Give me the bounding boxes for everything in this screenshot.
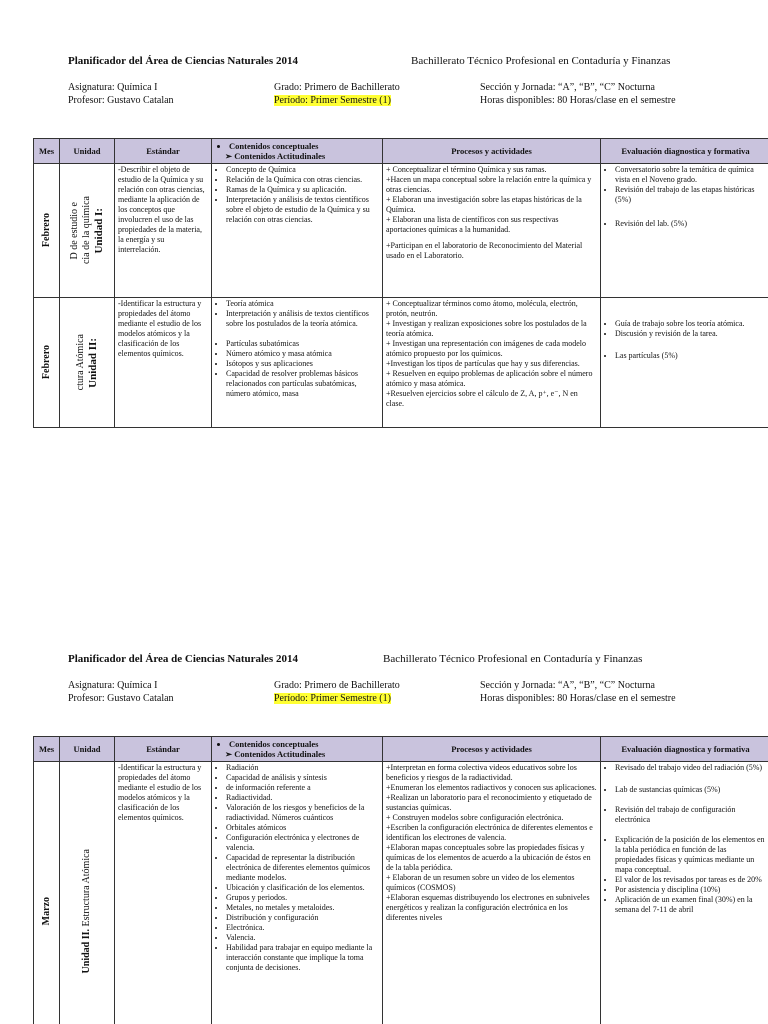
list-item: + Conceptualizar el término Química y sus ramas. [386,165,547,174]
table-row [34,164,768,298]
list-item: • Relación de la Química con otras ciencias. [226,175,379,185]
planner-table [33,138,768,428]
unidad-sub1: D de estudio e [69,201,80,260]
asignatura-label: Asignatura: Química I [68,82,158,93]
evaluacion-cell [601,298,768,428]
col-contenidos-actitudinales: Contenidos Actitudinales [234,749,326,759]
unidad-title: Unidad II. [81,929,92,974]
unidad-title: Unidad I: [93,207,105,254]
col-contenidos-actitudinales: Contenidos Actitudinales [234,151,326,161]
list-item: • Ubicación y clasificación de los elementos. [226,883,379,893]
col-evaluacion: Evaluación diagnostica y formativa [601,139,768,164]
estandar-cell: -Identificar la estructura y propiedades del átomo mediante el estudio de los modelos atómicos y la clasificación de los elementos químicos. [115,298,212,428]
unidad-title: Unidad II: [87,337,99,388]
unidad-sub: Estructura Atómica [81,849,92,930]
periodo-label: Período: Primer Semestre (1) [274,693,391,704]
list-item: • Partículas subatómicas [226,339,379,349]
contenidos-cell [212,164,383,298]
list-item: • Capacidad de análisis y síntesis [226,773,379,783]
list-item: • Revisión del lab. (5%) [615,219,767,229]
list-item: • Explicación de la posición de los elementos en la tabla periódica en función de las propiedades físicas y químicas mediante un mapa conceptual. [615,835,767,875]
list-item: • Radiactividad. [226,793,379,803]
list-item: • El valor de los revisados por tareas es de 20% [615,875,767,885]
planner-title: Planificador del Área de Ciencias Naturales 2014 [68,55,298,67]
list-item: • Conversatorio sobre la temática de química vista en el Noveno grado. [615,165,767,185]
list-item: + Conceptualizar términos como átomo, molécula, electrón, protón, neutrón. [386,299,578,318]
procesos-cell [383,298,601,428]
seccion-label: Sección y Jornada: “A”, “B”, “C” Nocturna [480,82,655,93]
mes-cell: Febrero [34,298,60,428]
list-item: • Las partículas (5%) [615,351,767,361]
list-item: • Metales, no metales y metaloides. [226,903,379,913]
estandar-cell: -Describir el objeto de estudio de la Química y su relación con otras ciencias, mediante la aplicación de los conceptos que involucren el uso de las propiedades de la materia, la energía y su interrelación. [115,164,212,298]
col-contenidos [212,139,383,164]
planner-page-2 [0,600,768,1024]
list-item: + Investigan y realizan exposiciones sobre los postulados de la teoría atómica. [386,319,587,338]
contenidos-cell [212,762,383,1024]
list-item: • Capacidad de resolver problemas básicos relacionados con partículas subatómicas, número atómico, masa [226,369,379,399]
col-estandar: Estándar [115,139,212,164]
col-procesos: Procesos y actividades [383,737,601,762]
arrow-icon: ➢ [225,151,235,161]
list-item: + Investigan una representación con imágenes de cada modelo atómico propuesto por los químicos. [386,339,586,358]
list-item: • Electrónica. [226,923,379,933]
list-item: +Investigan los tipos de partículas que hay y sus diferencias. [386,359,580,368]
list-item: • Concepto de Química [226,165,379,175]
list-item: +Elaboran esquemas distribuyendo los electrones en subniveles energéticos y realizan la configuración electrónica en los diferentes niveles [386,893,590,922]
profesor-label: Profesor: Gustavo Catalan [68,95,174,106]
school-name: Bachillerato Técnico Profesional en Contaduría y Finanzas [383,653,643,665]
col-mes: Mes [34,737,60,762]
list-item: • Grupos y periodos. [226,893,379,903]
list-item: • Capacidad de representar la distribución electrónica de diferentes elementos químicos mediante modelos. [226,853,379,883]
list-item: +Escriben la configuración electrónica de diferentes elementos e identifican los electrones de valencia. [386,823,593,842]
list-item: +Realizan un laboratorio para el reconocimiento y etiquetado de sustancias químicas. [386,793,592,812]
list-item: • Ramas de la Química y su aplicación. [226,185,379,195]
list-item: • Interpretación y análisis de textos científicos sobre los postulados de la teoría atómica. [226,309,379,329]
col-unidad: Unidad [60,737,115,762]
col-contenidos [212,737,383,762]
list-item: • Revisión del trabajo de configuración electrónica [615,805,767,825]
list-item: + Elaboran de un resumen sobre un video de los elementos químicos (COSMOS) [386,873,575,892]
list-item: + Elaboran una lista de científicos con sus respectivas aportaciones químicas a la humanidad. [386,215,559,234]
contenidos-cell [212,298,383,428]
arrow-icon: ➢ [225,749,235,759]
asignatura-label: Asignatura: Química I [68,680,158,691]
unidad-cell [60,164,115,298]
list-item: +Elaboran mapas conceptuales sobre las propiedades físicas y químicas de los elementos de acuerdo a la ubicación de éstos en de la tabla periódica. [386,843,591,872]
col-evaluacion: Evaluación diagnostica y formativa [601,737,768,762]
unidad-cell [60,762,115,1024]
col-unidad: Unidad [60,139,115,164]
list-item: + Elaboran una investigación sobre las etapas históricas de la Química. [386,195,582,214]
unidad-sub2: cia de la química [81,196,92,265]
col-contenidos-conceptuales: • Contenidos conceptuales [229,739,379,749]
list-item: +Participan en el laboratorio de Reconocimiento del Material usado en el Laboratorio. [386,241,583,260]
evaluacion-cell [601,164,768,298]
list-item: • Radiación [226,763,379,773]
list-item: • Valencia. [226,933,379,943]
list-item: • Discusión y revisión de la tarea. [615,329,767,339]
seccion-label: Sección y Jornada: “A”, “B”, “C” Nocturna [480,680,655,691]
periodo-label: Período: Primer Semestre (1) [274,95,391,106]
school-name: Bachillerato Técnico Profesional en Contaduría y Finanzas [411,55,671,67]
horas-label: Horas disponibles: 80 Horas/clase en el semestre [480,95,676,106]
list-item: • Distribución y configuración [226,913,379,923]
list-item: • Teoría atómica [226,299,379,309]
profesor-label: Profesor: Gustavo Catalan [68,693,174,704]
col-estandar: Estándar [115,737,212,762]
list-item: • Aplicación de un examen final (30%) en la semana del 7-11 de abril [615,895,767,915]
grado-label: Grado: Primero de Bachillerato [274,82,400,93]
mes-cell: Marzo [34,762,60,1024]
planner-page-1 [0,0,768,430]
procesos-cell [383,762,601,1024]
table-row [34,298,768,428]
procesos-cell [383,164,601,298]
list-item: • Número atómico y masa atómica [226,349,379,359]
list-item: • Por asistencia y disciplina (10%) [615,885,767,895]
list-item: • Orbitales atómicos [226,823,379,833]
col-contenidos-conceptuales: • Contenidos conceptuales [229,141,379,151]
list-item: • Interpretación y análisis de textos científicos sobre el objeto de estudio de la Química y su relación con otras ciencias. [226,195,379,225]
list-item: +Enumeran los elementos radiactivos y conocen sus aplicaciones. [386,783,597,792]
list-item: +Hacen un mapa conceptual sobre la relación entre la química y otras ciencias. [386,175,592,194]
list-item: • Habilidad para trabajar en equipo mediante la interacción constante que implique la toma conjunta de decisiones. [226,943,379,973]
list-item: • Lab de sustancias químicas (5%) [615,785,767,795]
col-procesos: Procesos y actividades [383,139,601,164]
unidad-cell [60,298,115,428]
planner-title: Planificador del Área de Ciencias Naturales 2014 [68,653,298,665]
table-row [34,762,768,1024]
list-item: • Isótopos y sus aplicaciones [226,359,379,369]
unidad-sub: ctura Atómica [75,334,86,391]
grado-label: Grado: Primero de Bachillerato [274,680,400,691]
list-item: • Valoración de los riesgos y beneficios de la radiactividad. Números cuánticos [226,803,379,823]
planner-table [33,736,768,1024]
horas-label: Horas disponibles: 80 Horas/clase en el semestre [480,693,676,704]
list-item: • Revisión del trabajo de las etapas históricas (5%) [615,185,767,205]
col-mes: Mes [34,139,60,164]
list-item: +Interpretan en forma colectiva videos educativos sobre los beneficios y riesgos de la radiactividad. [386,763,577,782]
list-item: + Construyen modelos sobre configuración electrónica. [386,813,564,822]
list-item: • de información referente a [226,783,379,793]
list-item: +Resuelven ejercicios sobre el cálculo de Z, A, p⁺, e⁻, N en clase. [386,389,578,408]
list-item: • Guía de trabajo sobre los teoría atómica. [615,319,767,329]
list-item: • Configuración electrónica y electrones de valencia. [226,833,379,853]
mes-cell: Febrero [34,164,60,298]
list-item: + Resuelven en equipo problemas de aplicación sobre el número atómico y masa atómica. [386,369,593,388]
evaluacion-cell [601,762,768,1024]
estandar-cell: -Identificar la estructura y propiedades del átomo mediante el estudio de los modelos atómicos y la clasificación de los elementos químicos. [115,762,212,1024]
list-item: • Revisado del trabajo video del radiación (5%) [615,763,767,773]
